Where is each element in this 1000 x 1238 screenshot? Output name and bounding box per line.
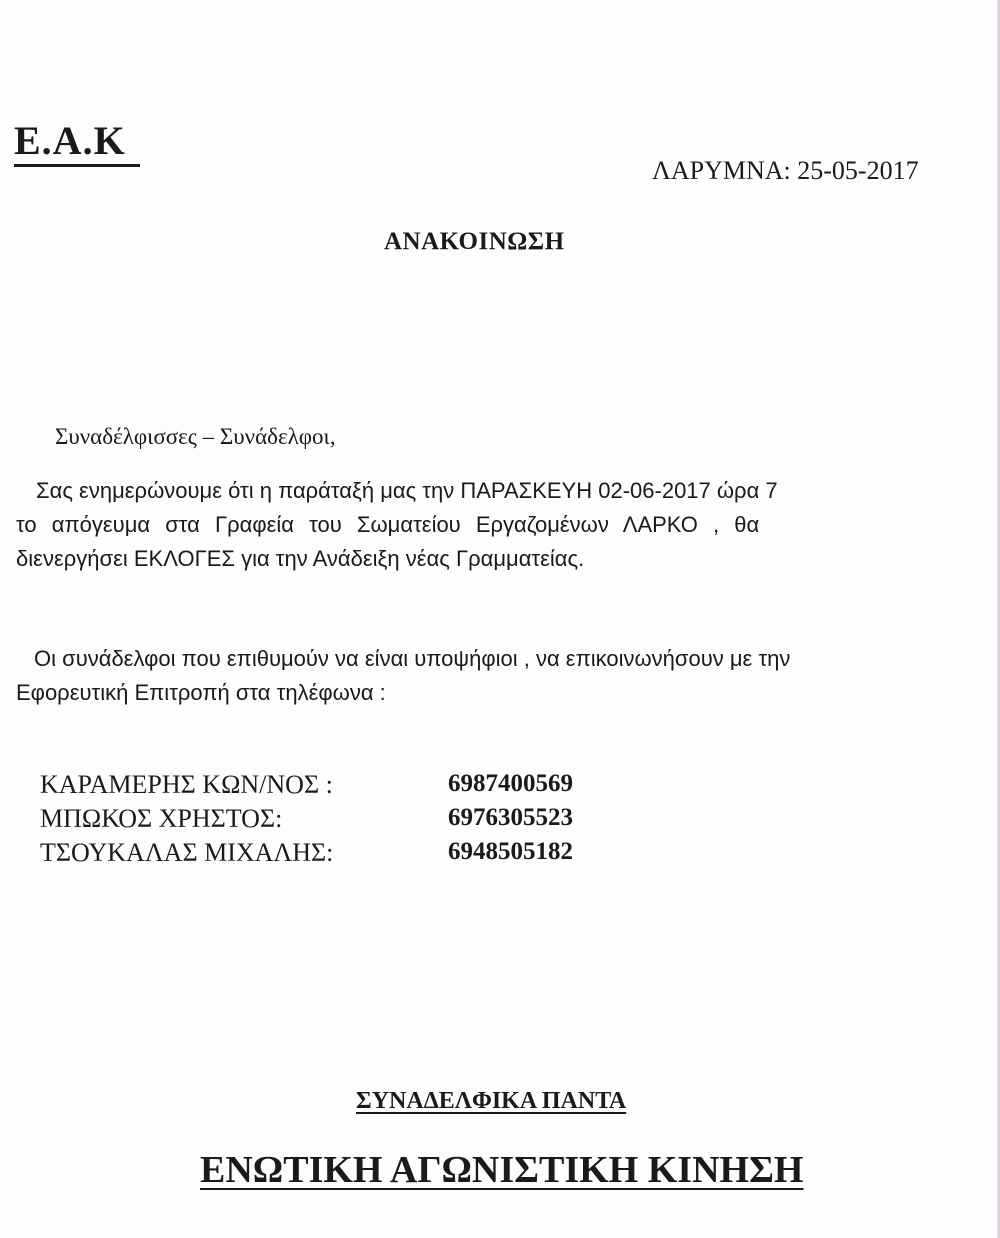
contact-name: ΜΠΩΚΟΣ ΧΡΗΣΤΟΣ:	[40, 804, 283, 833]
contact-name: ΚΑΡΑΜΕΡΗΣ ΚΩΝ/ΝΟΣ :	[40, 770, 333, 799]
closing-salutation: ΣΥΝΑΔΕΛΦΙΚΑ ΠΑΝΤΑ	[356, 1088, 627, 1114]
contact-phone: 6976305523	[448, 804, 573, 831]
organization-acronym: Ε.Α.Κ	[14, 118, 140, 167]
place-date: ΛΑΡΥΜΝΑ: 25-05-2017	[652, 156, 919, 185]
paragraph-2-line-1: Οι συνάδελφοι που επιθυμούν να είναι υποψήφιοι , να επικοινωνήσουν με την	[34, 646, 791, 671]
contact-name: ΤΣΟΥΚΑΛΑΣ ΜΙΧΑΛΗΣ:	[40, 838, 334, 867]
contact-phone: 6948505182	[448, 838, 573, 865]
contact-phone: 6987400569	[448, 770, 573, 797]
signature-organization: ΕΝΩΤΙΚΗ ΑΓΩΝΙΣΤΙΚΗ ΚΙΝΗΣΗ	[200, 1149, 804, 1191]
paragraph-1-line-3: διενεργήσει ΕΚΛΟΓΕΣ για την Ανάδειξη νέας Γραμματείας.	[16, 546, 585, 571]
announcement-title: ΑΝΑΚΟΙΝΩΣΗ	[384, 228, 565, 255]
paragraph-1-line-2: το απόγευμα στα Γραφεία του Σωματείου Εργαζομένων ΛΑΡΚΟ , θα	[16, 512, 760, 537]
greeting: Συναδέλφισσες – Συνάδελφοι,	[55, 424, 336, 449]
paragraph-2-line-2: Εφορευτική Επιτροπή στα τηλέφωνα :	[16, 680, 386, 705]
paragraph-1-line-1: Σας ενημερώνουμε ότι η παράταξή μας την ΠΑΡΑΣΚΕΥΗ 02-06-2017 ώρα 7	[36, 478, 778, 503]
